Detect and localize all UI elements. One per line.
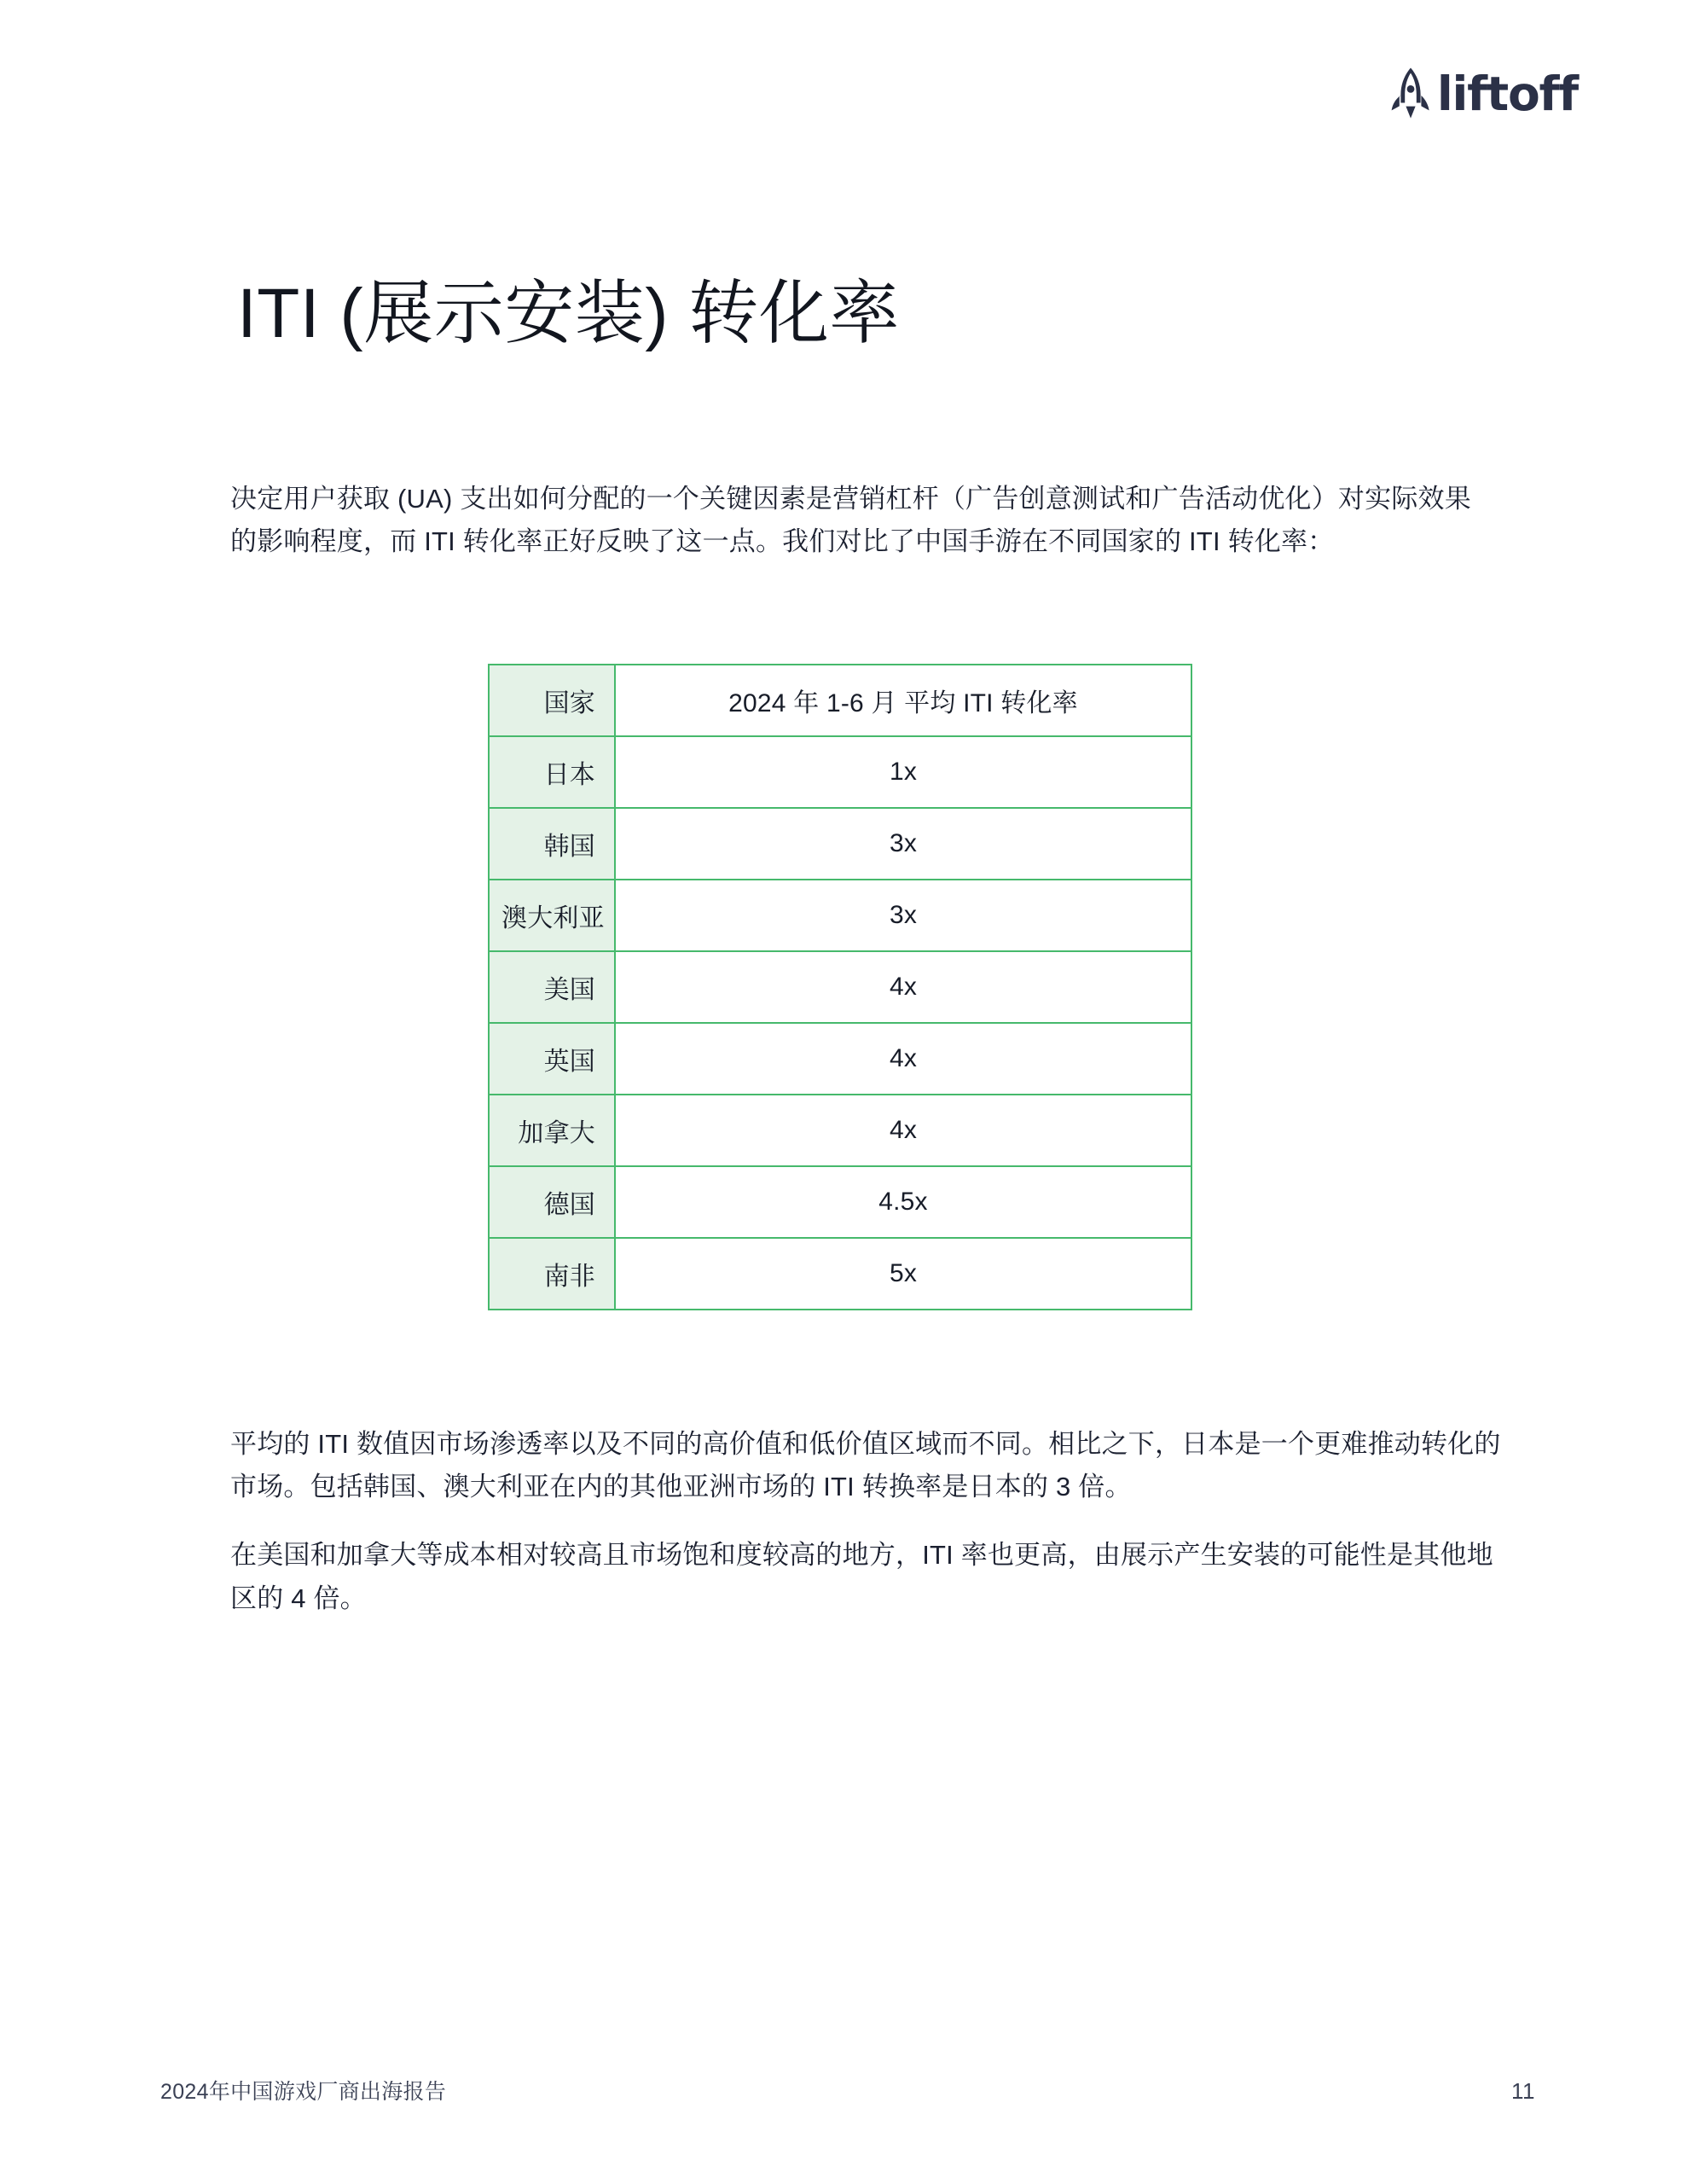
rocket-icon [1391, 67, 1430, 119]
table-row [489, 1238, 1191, 1310]
table-row [489, 880, 1191, 951]
table-cell-country: 日本 [489, 736, 615, 808]
table-cell-value: 4x [615, 1023, 1191, 1095]
table-cell-country: 德国 [489, 1166, 615, 1238]
page-title: ITI (展示安装) 转化率 [237, 274, 900, 352]
page-footer [160, 2075, 1535, 2106]
table-row [489, 1166, 1191, 1238]
table-header-row [489, 665, 1191, 736]
intro-section [230, 478, 1493, 589]
table-row [489, 736, 1191, 808]
table-cell-country: 加拿大 [489, 1095, 615, 1166]
intro-paragraph: 决定用户获取 (UA) 支出如何分配的一个关键因素是营销杠杆（广告创意测试和广告活动优化）对实际效果的影响程度，而 ITI 转化率正好反映了这一点。我们对比了中国手游在不同国家的 ITI 转化率： [230, 484, 1471, 557]
table-row [489, 951, 1191, 1023]
table-row [489, 808, 1191, 880]
table-cell-country: 美国 [489, 951, 615, 1023]
table-cell-value: 4x [615, 951, 1191, 1023]
iti-conversion-table [488, 664, 1192, 1310]
body-paragraph-1: 平均的 ITI 数值因市场渗透率以及不同的高价值和低价值区域而不同。相比之下，日本是一个更难推动转化的市场。包括韩国、澳大利亚在内的其他亚洲市场的 ITI 转换率是日本的 3 倍。 [230, 1429, 1501, 1502]
table-cell-country: 韩国 [489, 808, 615, 880]
table-cell-country: 澳大利亚 [489, 880, 615, 951]
table-cell-value: 4.5x [615, 1166, 1191, 1238]
iti-table-container [488, 664, 1192, 1310]
table-header-country: 国家 [489, 665, 615, 736]
table-cell-country: 南非 [489, 1238, 615, 1310]
body-section [230, 1423, 1501, 1646]
body-paragraph-2: 在美国和加拿大等成本相对较高且市场饱和度较高的地方，ITI 率也更高，由展示产生安装的可能性是其他地区的 4 倍。 [230, 1540, 1493, 1613]
footer-page-number: 11 [1511, 2078, 1535, 2104]
table-row [489, 1095, 1191, 1166]
table-row [489, 1023, 1191, 1095]
footer-report-title: 2024年中国游戏厂商出海报告 [160, 2080, 447, 2104]
table-cell-value: 5x [615, 1238, 1191, 1310]
table-cell-value: 3x [615, 880, 1191, 951]
table-header-value: 2024 年 1-6 月 平均 ITI 转化率 [615, 665, 1191, 736]
brand-logo [1391, 67, 1578, 119]
brand-wordmark: liftoff [1436, 66, 1578, 121]
table-cell-value: 1x [615, 736, 1191, 808]
table-cell-value: 4x [615, 1095, 1191, 1166]
table-cell-value: 3x [615, 808, 1191, 880]
table-cell-country: 英国 [489, 1023, 615, 1095]
